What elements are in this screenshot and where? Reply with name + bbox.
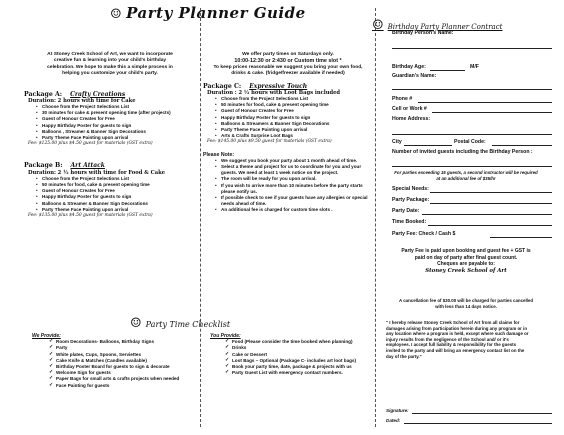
list-item: • Guest of Honour Creates for Free (42, 188, 196, 194)
payment-line: Party Fee is paid upon booking and guest fee + GST is (401, 248, 531, 254)
payment-line: paid on day of party after final guest count. (414, 254, 518, 261)
checklist-item: ✓ Cake or Dessert (232, 352, 375, 358)
phone-label: Phone # (392, 96, 413, 102)
guardian-name-field[interactable] (392, 89, 552, 90)
home-address-field[interactable] (392, 134, 552, 135)
package-duration: Duration : 2 ½ hours with Loot Bags included (207, 89, 341, 96)
signature-field[interactable] (412, 413, 552, 414)
package-name: Expressive Touch (249, 82, 308, 90)
checklist-item: ✓ Book your party time, date, package & projects with us (232, 364, 375, 370)
list-item: • Guest of Honour Creates for Free (42, 116, 196, 122)
checklist-item: ✓ Food (Please consider the time booked when planning) (232, 339, 375, 345)
note-item: • An additional fee is charged for custom time slots . (221, 207, 373, 213)
party-date-field[interactable] (422, 214, 552, 215)
cancel-line: A cancellation fee of $30.00 will be charged for parties cancelled (398, 298, 534, 303)
guest-count-label: Number of invited guests including the Birthday Person : (392, 149, 533, 155)
birthday-name-field[interactable] (392, 48, 552, 49)
package-fee: Fee: $125.00 plus $4.50 guest for materials (GST extra) (28, 141, 153, 147)
postal-code-label: Postal Code: (454, 139, 486, 145)
times-line: 10:00-12:30 or 2:430 or Custom time slot * (234, 58, 342, 65)
birthday-age-field[interactable] (430, 70, 465, 71)
package-name: Art Attack (70, 162, 105, 170)
payee-name: Stoney Creek School of Art (425, 267, 507, 274)
exceed-line: For parties exceeding 15 guests, a second instructor will be required (394, 170, 538, 175)
times-line: To keep prices reasonable we suggest you bring your own food, (213, 64, 363, 70)
note-item: • The room will be ready for you upon arrival. (221, 176, 373, 182)
list-item: • Happy Birthday Poster for guests to sign (42, 194, 196, 200)
checklist-item: ✓ Party Guest List with emergency contact numbers. (232, 370, 375, 376)
note-item: • Select a theme and project for us to coordinate for you and your guests. We need at least 1 week notice on the project. (221, 164, 373, 176)
fold-line-left (200, 8, 201, 427)
list-item: • Balloons & Streamers & Banner Sign Decorations (221, 121, 373, 127)
package-duration: Duration: 2 ½ hours with time for Food & Cake (28, 169, 166, 176)
list-item: • Arts & Crafts Surprise Loot Bags (221, 133, 373, 139)
home-address-label: Home Address: (392, 116, 431, 122)
package-label: Package A: (24, 90, 63, 98)
checklist-item: ✓ Paper Bags for small arts & crafts projects when needed (56, 376, 200, 382)
city-label: City (392, 139, 402, 145)
release-line: employees. I accept full liability & responsibility for the guests (386, 342, 517, 348)
release-line: day of the party." (386, 353, 422, 359)
signature-label: Signature: (386, 408, 409, 413)
intro (24, 52, 196, 78)
list-item: • Party Theme Face Painting upon arrival (221, 127, 373, 133)
checklist-title (130, 316, 230, 331)
exceed-note (380, 170, 552, 181)
payment-line: Cheques are payable to: (437, 261, 495, 267)
postal-code-field[interactable] (492, 145, 552, 146)
guest-count-field[interactable] (392, 166, 552, 167)
dated-field[interactable] (404, 423, 552, 424)
note-item: • We suggest you book your party about 1 month ahead of time. (221, 158, 373, 164)
intro-line: At Stoney Creek School of Art, we want to incorporate (47, 52, 173, 57)
fold-line-right (375, 8, 376, 427)
package-duration: Duration: 2 hours with time for Cake (28, 97, 136, 104)
checklist-item: ✓ Welcome Sign for guests (56, 370, 200, 376)
intro-line: celebration. We hope to make this a simple process in (47, 64, 173, 70)
birthday-age-label: Birthday Age: (392, 64, 426, 70)
list-item: • Happy Birthday Poster for guests to sign (42, 123, 196, 129)
gender-label: M/F (470, 64, 479, 70)
guardian-name-label: Guardian's Name: (392, 73, 437, 79)
release-statement (386, 320, 552, 359)
list-item: • 50 minutes for food, cake & present opening time (221, 102, 373, 108)
time-booked-label: Time Booked: (392, 219, 427, 225)
notes-heading: Please Note: (203, 151, 235, 158)
times-line: We offer party times on Saturdays only. (242, 52, 334, 57)
release-line: " I hereby release Stoney Creek School of Art from all claims for (386, 320, 520, 325)
smiley-icon: ☺ (110, 7, 123, 22)
we-provide-heading: We Provide: (32, 333, 61, 339)
we-provide-list (32, 339, 200, 389)
payment-terms (380, 248, 552, 274)
you-provide-list (210, 339, 375, 376)
title-text: Party Planner Guide (126, 4, 306, 22)
intro-line: helping you customize your child's party. (62, 71, 158, 77)
column-middle (203, 52, 373, 214)
list-item: • Balloons & Streamer & Banner Sign Decorations (42, 201, 196, 207)
list-item: • Choose from the Project Selections List (42, 104, 196, 110)
checklist-title-text: Party Time Checklist (145, 320, 231, 329)
exceed-line: at an additional fee of $35/hr (436, 175, 496, 181)
cell-label: Cell or Work # (392, 106, 427, 112)
checklist-item: ✓ Birthday Poster Board for guests to sign & decorate (56, 364, 200, 370)
birthday-name-label: Birthday Person's Name: (392, 30, 454, 36)
party-package-label: Party Package: (392, 197, 430, 203)
party-package-field[interactable] (430, 203, 552, 204)
you-provide (210, 333, 375, 376)
note-item: • If possible check to see if your guests have any allergies or special needs ahead of time. (221, 195, 373, 207)
note-item: • If you wish to arrive more than 10 minutes before the party starts please notify us. (221, 183, 373, 195)
list-item: • Balloons , Streamer & Banner Sign Decorations (42, 129, 196, 135)
checklist-item: ✓ Cake Knife & Matches (Candles available) (56, 358, 200, 364)
city-field[interactable] (404, 145, 452, 146)
release-line: invited to the party and will bring an emergency contact list on the (386, 347, 525, 353)
checklist-item: ✓ Drinks (232, 345, 375, 351)
party-times (203, 52, 373, 78)
checklist-item: ✓ Face Painting for guests (56, 383, 200, 389)
phone-field[interactable] (418, 102, 552, 103)
party-fee-label: Party Fee: Check / Cash $ (392, 231, 456, 237)
special-needs-field[interactable] (430, 192, 552, 193)
cancel-line: with less than 14 days notice. (435, 303, 497, 309)
time-booked-field[interactable] (428, 225, 552, 226)
smiley-icon: ☺ (130, 316, 142, 331)
package-b-list (24, 176, 196, 213)
we-provide (32, 333, 200, 389)
smiley-icon: ☺ (372, 18, 384, 33)
party-date-label: Party Date: (392, 208, 420, 214)
list-item: • Choose from the Project Selections List (42, 176, 196, 182)
release-line: damages arising from participation herein during any program or in (386, 325, 528, 331)
times-line: drinks & cake. (fridge/freezer available if needed) (231, 71, 345, 77)
package-label: Package B: (24, 162, 63, 170)
special-needs-label: Special Needs: (392, 186, 429, 192)
list-item: • Happy Birthday Poster for guests to sign (221, 115, 373, 121)
column-left (24, 52, 196, 219)
checklist-item: ✓ Loot Bags – Optional (Package C- includes art loot bags) (232, 358, 375, 364)
cell-field[interactable] (432, 112, 552, 113)
page-title (110, 4, 306, 22)
package-fee: Fee: $145.00 plus $9.50 guest for materials (GST extra) (207, 139, 332, 145)
release-line: any location where a program is held, except where such damage or (386, 331, 529, 337)
package-name: Crafty Creations (70, 90, 126, 98)
list-item: • 30 minutes for cake & present opening time (after projects) (42, 110, 196, 116)
intro-line: creative fun & learning into your child's birthday (53, 58, 167, 64)
notes-list (203, 158, 373, 214)
party-fee-field[interactable] (490, 237, 552, 238)
list-item: • Party Theme Face Painting upon arrival (42, 207, 196, 213)
list-item: • 50 minutes for food, cake & present opening time (42, 182, 196, 188)
list-item: • Guest of Honour Creates for Free (221, 108, 373, 114)
list-item: • Choose from the Project Selections List (221, 96, 373, 102)
release-line: injury results from the negligence of the School and/ or it's (386, 336, 509, 342)
checklist-item: ✓ White plates, Cups, Spoons, Serviettes (56, 352, 200, 358)
package-label: Package C: (203, 82, 242, 90)
package-fee: Fee: $135.00 plus $4.50 guest for materials (GST extra) (28, 213, 153, 219)
contract-title-text: Birthday Party Planner Contract (387, 23, 503, 31)
cancellation-note (380, 298, 552, 309)
package-c-list (203, 96, 373, 139)
you-provide-heading: You Provide: (210, 333, 241, 339)
package-a-list (24, 104, 196, 141)
checklist-item: ✓ Room Decorations- Balloons, Birthday Signs (56, 339, 200, 345)
list-item: • Party Theme Face Painting upon arrival (42, 135, 196, 141)
checklist-item: ✓ Party (56, 345, 200, 351)
dated-label: Dated: (386, 418, 401, 423)
